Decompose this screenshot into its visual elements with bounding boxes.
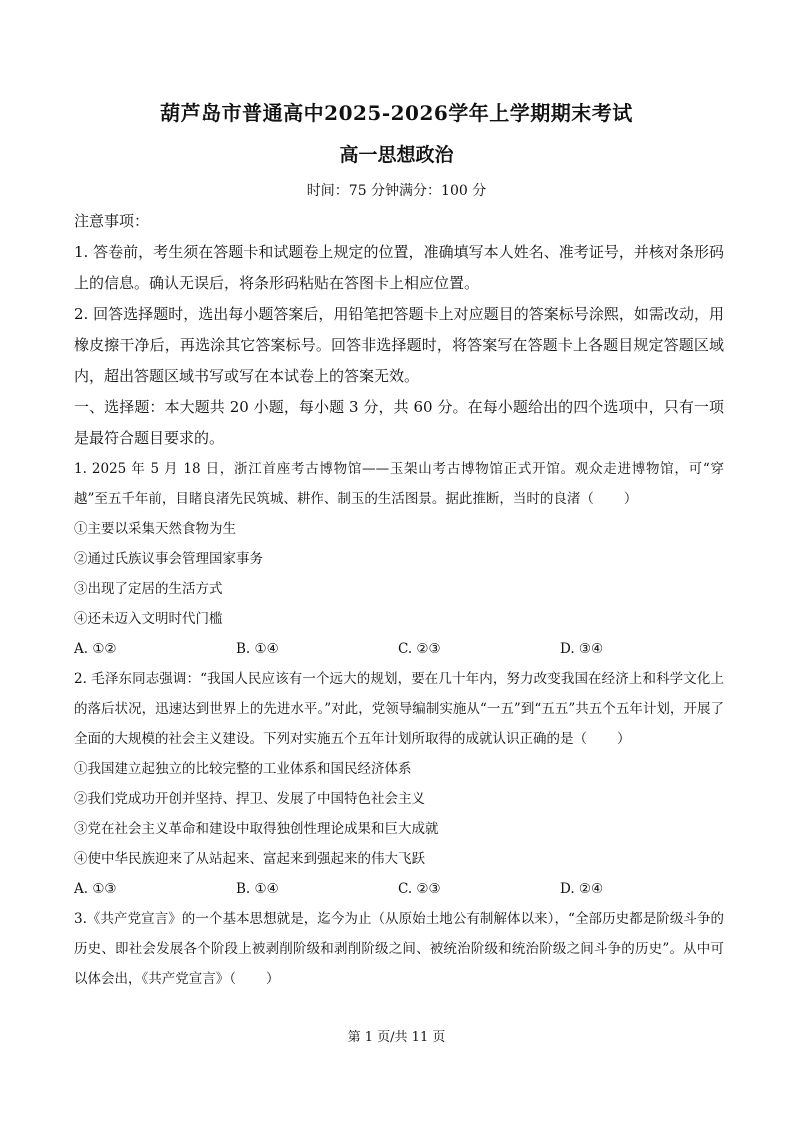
exam-content: [74, 206, 724, 994]
question-3-stem: 3.《共产党宣言》的一个基本思想就是，迄今为止（从原始土地公有制解体以来），“全部历史都是阶级斗争的历史、即社会发展各个阶段上被剥削阶级和剥削阶级之间、被统治阶级和统治阶级之间斗争的历史”。从中可以体会出，《共产党宣言》（ ）: [74, 911, 724, 987]
question-1-option-3: ③出现了定居的生活方式: [74, 581, 223, 597]
question-1-choice-a: A. ①②: [74, 641, 117, 657]
question-2-stem: 2. 毛泽东同志强调：“我国人民应该有一个远大的规划，要在几十年内，努力改变我国在经济上和科学文化上的落后状况，迅速达到世界上的先进水平。”对此，党领导编制实施从“一五”到“五五”共五个五年计划，开展了全面的大规模的社会主义建设。下列对实施五个五年计划所取得的成就认识正确的是（ ）: [74, 671, 724, 747]
question-1-option-1: ①主要以采集天然食物为生: [74, 521, 236, 537]
notice-heading: 注意事项：: [74, 212, 150, 230]
question-2-option-1: ①我国建立起独立的比较完整的工业体系和国民经济体系: [74, 761, 412, 777]
question-1-choices: [74, 634, 724, 664]
question-1-stem: 1. 2025 年 5 月 18 日，浙江首座考古博物馆——玉架山考古博物馆正式开馆。观众走进博物馆，可“穿越”至五千年前，目睹良渚先民筑城、耕作、制玉的生活图景。据此推断，当时的良渚（ ）: [74, 461, 724, 507]
question-2-choice-b: B. ①④: [236, 881, 279, 897]
question-1-choice-d: D. ③④: [560, 641, 604, 657]
question-1-option-4: ④还未迈入文明时代门槛: [74, 611, 223, 627]
page-number: 第 1 页/共 11 页: [347, 1030, 446, 1045]
question-2-choice-a: A. ①③: [74, 881, 117, 897]
exam-subject: 高一思想政治: [339, 144, 454, 166]
question-1-choice-b: B. ①④: [236, 641, 279, 657]
notice-item-2: 2. 回答选择题时，选出每小题答案后，用铅笔把答题卡上对应题目的答案标号涂熙，如需改动，用橡皮擦干净后，再选涂其它答案标号。回答非选择题时，将答案写在答题卡上各题目规定答题区域内，超出答题区域书写或写在本试卷上的答案无效。: [74, 305, 724, 385]
notice-item-1: 1. 答卷前，考生须在答题卡和试题卷上规定的位置，准确填写本人姓名、准考证号，并核对条形码上的信息。确认无误后，将条形码粘贴在答图卡上相应位置。: [74, 243, 724, 292]
question-2-option-4: ④使中华民族迎来了从站起来、富起来到强起来的伟大飞跃: [74, 851, 425, 867]
question-1-option-2: ②通过氏族议事会管理国家事务: [74, 551, 263, 567]
question-2-choice-c: C. ②③: [398, 881, 441, 897]
question-2-choices: [74, 874, 724, 904]
exam-time-score: 时间：75 分钟满分：100 分: [306, 183, 487, 199]
question-2-option-3: ③党在社会主义革命和建设中取得独创性理论成果和巨大成就: [74, 821, 439, 837]
question-2-choice-d: D. ②④: [560, 881, 604, 897]
exam-title: 葫芦岛市普通高中2025-2026学年上学期期末考试: [160, 101, 633, 125]
question-1-choice-c: C. ②③: [398, 641, 441, 657]
section-heading: 一、选择题：本大题共 20 小题，每小题 3 分，共 60 分。在每小题给出的四个选项中，只有一项是最符合题目要求的。: [74, 398, 724, 447]
question-2-option-2: ②我们党成功开创并坚持、捍卫、发展了中国特色社会主义: [74, 791, 425, 807]
